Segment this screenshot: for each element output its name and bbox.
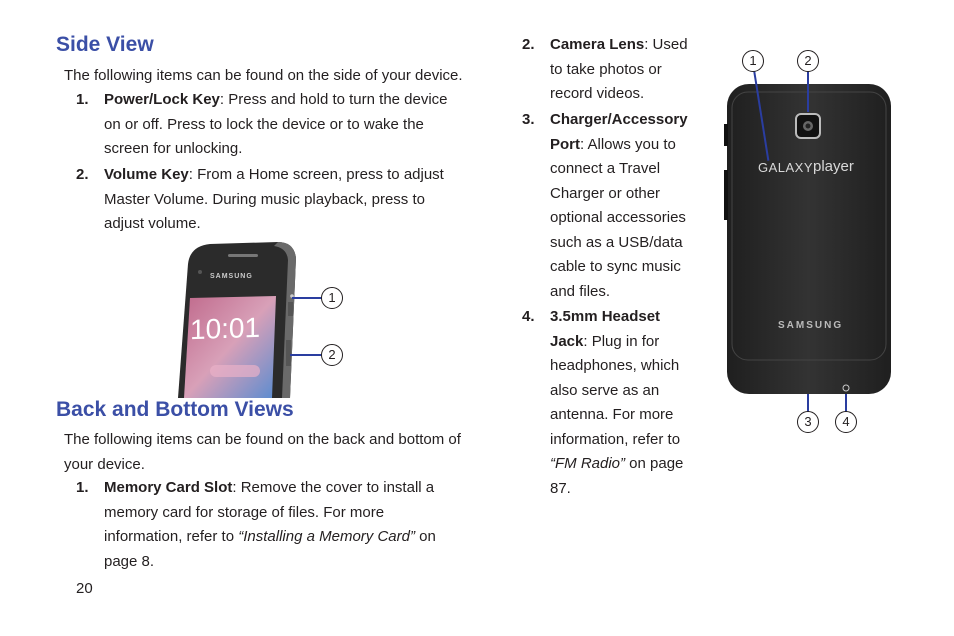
item-number: 2. [76, 166, 89, 183]
side-view-intro: The following items can be found on the side of your device. [64, 67, 463, 84]
player-logo-text: player [813, 158, 854, 175]
item-text-after: on page 8. [104, 528, 436, 570]
callout-line [290, 354, 322, 356]
item-number: 3. [522, 111, 535, 128]
list-item-charger-port [550, 108, 686, 304]
list-item-memory-card [104, 476, 464, 574]
cross-reference-link[interactable]: “Installing a Memory Card” [238, 528, 415, 545]
list-item-camera-lens [550, 33, 698, 107]
list-item-power-lock [104, 88, 464, 162]
list-item-headset-jack [550, 305, 690, 501]
item-number: 4. [522, 308, 535, 325]
item-text: : Remove the cover to install a memory card for storage of files. For more information, refer to [104, 479, 435, 545]
callout-line [807, 70, 809, 112]
samsung-brand-text: SAMSUNG [778, 320, 844, 331]
callout-line [292, 297, 322, 299]
callout-1: 1 [321, 287, 343, 309]
item-text: : Plug in for headphones, which also serve as an antenna. For more information, refer to [550, 332, 681, 448]
item-number: 1. [76, 479, 89, 496]
callout-1: 1 [742, 50, 764, 72]
section-heading-side-view: Side View [56, 33, 154, 56]
back-view-phone-illustration [720, 80, 898, 400]
item-term: Power/Lock Key [104, 91, 220, 108]
phone-brand-text: SAMSUNG [210, 273, 253, 280]
callout-4: 4 [835, 411, 857, 433]
item-term: Volume Key [104, 166, 189, 183]
item-term: Charger/Accessory Port [550, 111, 688, 153]
item-text: : From a Home screen, press to adjust Master Volume. During music playback, press to adjust volume. [104, 166, 444, 232]
galaxy-logo-text: GALAXY [758, 160, 814, 175]
item-term: Camera Lens [550, 36, 645, 53]
item-text-after: on page 87. [550, 455, 684, 497]
item-text: : Press and hold to turn the device on or off. Press to lock the device or to wake the screen for unlocking. [104, 91, 448, 157]
item-text: : Used to take photos or record videos. [550, 36, 688, 102]
callout-2: 2 [797, 50, 819, 72]
cross-reference-link[interactable]: “FM Radio” [550, 455, 626, 472]
item-number: 1. [76, 91, 89, 108]
item-term: 3.5mm Headset Jack [550, 308, 661, 350]
item-term: Memory Card Slot [104, 479, 233, 496]
phone-clock-text: 10:01 [190, 311, 261, 346]
list-item-volume-key [104, 163, 464, 237]
callout-line [807, 394, 809, 412]
callout-3: 3 [797, 411, 819, 433]
page-number: 20 [76, 580, 93, 597]
item-number: 2. [522, 36, 535, 53]
callout-line [845, 394, 847, 412]
item-text: : Allows you to connect a Travel Charger or other optional accessories such as a USB/data cable to sync music and files. [550, 135, 686, 300]
callout-2: 2 [321, 344, 343, 366]
back-view-intro: The following items can be found on the back and bottom of your device. [64, 431, 461, 473]
section-heading-back-bottom: Back and Bottom Views [56, 398, 294, 421]
